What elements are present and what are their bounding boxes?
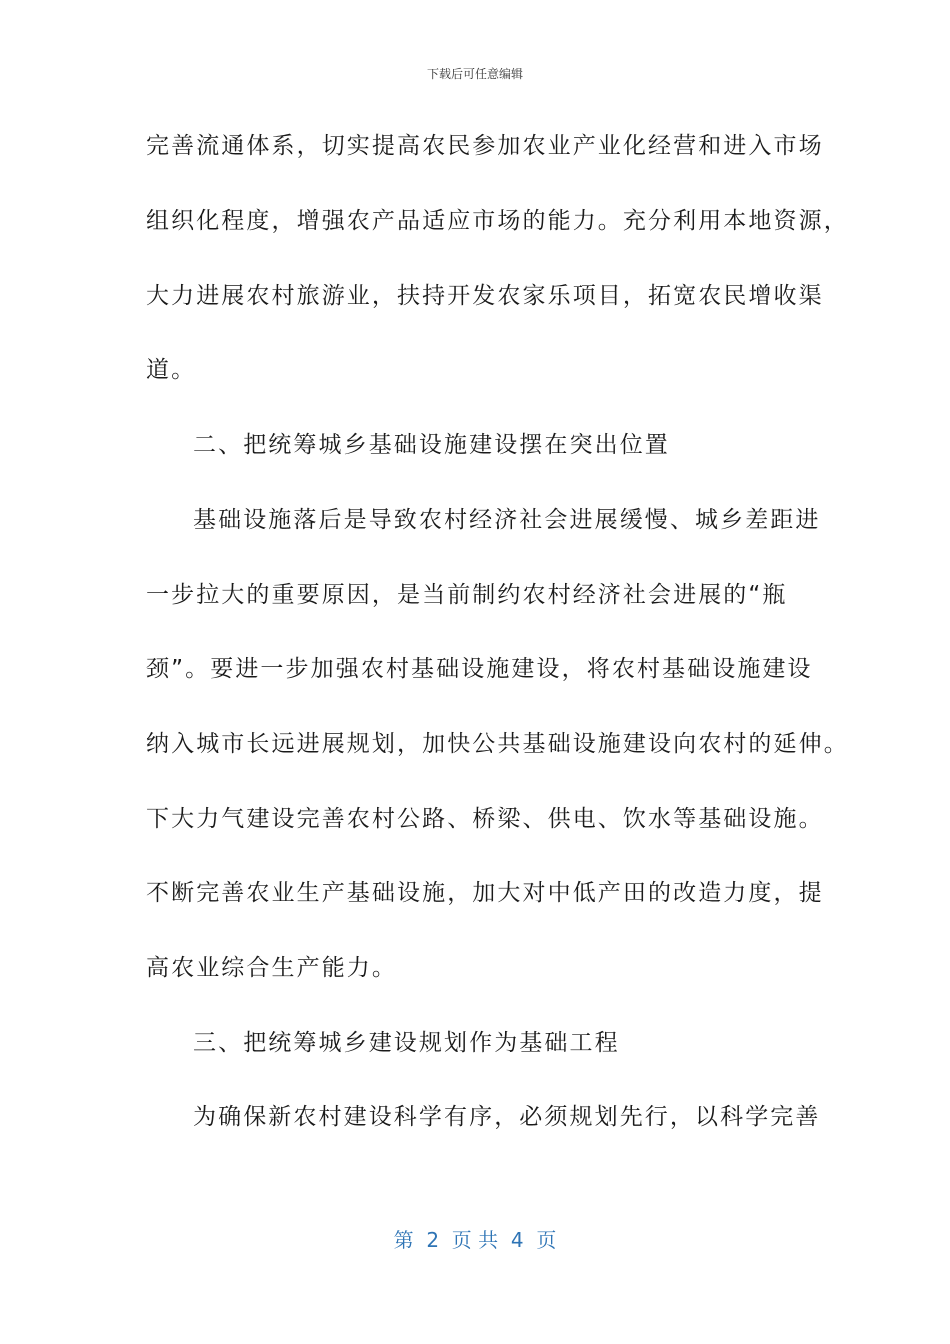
body-line: 为确保新农村建设科学有序，必须规划先行，以科学完善 [193, 1104, 821, 1130]
body-line: 基础设施落后是导致农村经济社会进展缓慢、城乡差距进 [193, 507, 821, 533]
body-line: 不断完善农业生产基础设施，加大对中低产田的改造力度，提 [146, 880, 824, 906]
body-line: 颈”。要进一步加强农村基础设施建设，将农村基础设施建设 [146, 656, 813, 682]
page-number-footer: 第 2 页 共 4 页 [393, 1228, 557, 1252]
body-line: 一步拉大的重要原因，是当前制约农村经济社会进展的“瓶 [146, 582, 788, 608]
body-line: 道。 [146, 357, 197, 383]
section-heading: 三、把统筹城乡建设规划作为基础工程 [193, 1030, 620, 1056]
body-line: 高农业综合生产能力。 [146, 955, 397, 981]
header-note: 下载后可任意编辑 [426, 67, 523, 81]
body-line: 大力进展农村旅游业，扶持开发农家乐项目，拓宽农民增收渠 [146, 283, 824, 309]
body-line: 组织化程度，增强农产品适应市场的能力。充分利用本地资源， [146, 208, 849, 234]
section-heading: 二、把统筹城乡基础设施建设摆在突出位置 [193, 432, 670, 458]
body-line: 下大力气建设完善农村公路、桥梁、供电、饮水等基础设施。 [146, 806, 824, 832]
body-line: 完善流通体系，切实提高农民参加农业产业化经营和进入市场 [146, 133, 824, 159]
body-line: 纳入城市长远进展规划，加快公共基础设施建设向农村的延伸。 [146, 731, 849, 757]
